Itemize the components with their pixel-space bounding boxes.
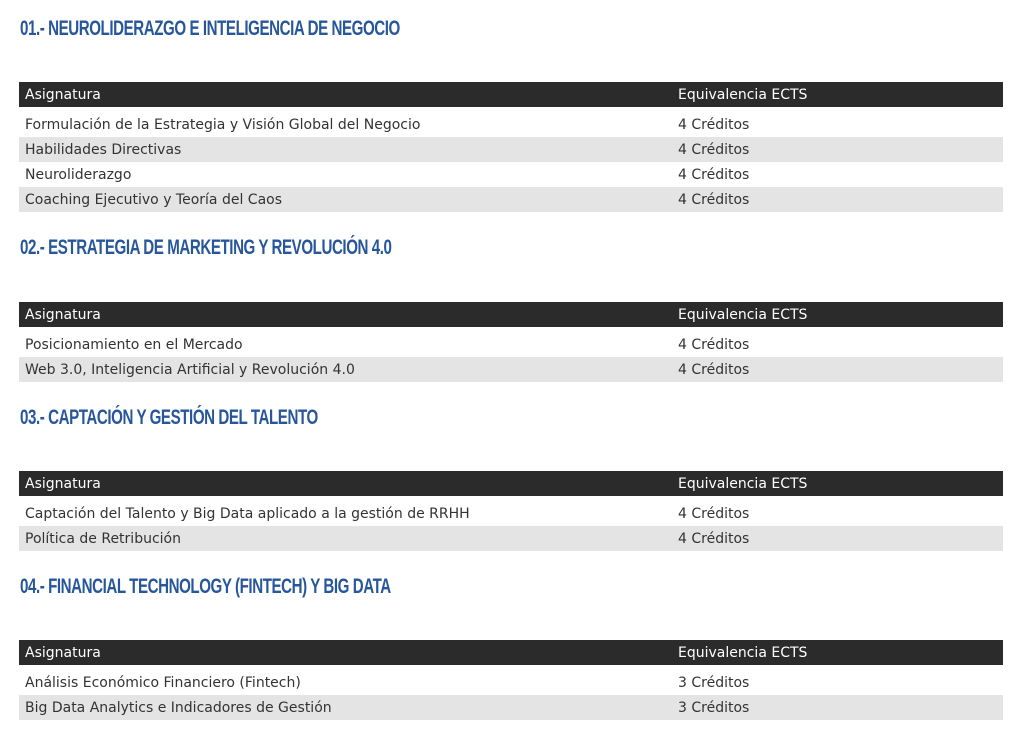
- subject-cell: Neuroliderazgo: [25, 166, 132, 183]
- module-title: 03.- CAPTACIÓN Y GESTIÓN DEL TALENTO: [20, 406, 318, 429]
- header-ects: Equivalencia ECTS: [678, 644, 808, 661]
- header-subject: Asignatura: [25, 644, 101, 661]
- module-title: 01.- NEUROLIDERAZGO E INTELIGENCIA DE NEGOCIO: [20, 17, 400, 40]
- subjects-table: [19, 82, 1003, 212]
- header-subject: Asignatura: [25, 86, 101, 103]
- table-row: [19, 526, 1003, 551]
- ects-cell: 4 Créditos: [678, 141, 750, 158]
- table-header: [19, 82, 1003, 107]
- ects-cell: 4 Créditos: [678, 530, 750, 547]
- table-header: [19, 640, 1003, 665]
- header-subject: Asignatura: [25, 306, 101, 323]
- table-row: [19, 695, 1003, 720]
- ects-cell: 4 Créditos: [678, 505, 750, 522]
- table-row: [19, 357, 1003, 382]
- ects-cell: 3 Créditos: [678, 674, 750, 691]
- ects-cell: 4 Créditos: [678, 361, 750, 378]
- table-header: [19, 471, 1003, 496]
- table-row: [19, 137, 1003, 162]
- subject-cell: Política de Retribución: [25, 530, 181, 547]
- ects-cell: 4 Créditos: [678, 336, 750, 353]
- table-row: [19, 501, 1003, 526]
- subject-cell: Captación del Talento y Big Data aplicado a la gestión de RRHH: [25, 505, 470, 522]
- header-subject: Asignatura: [25, 475, 101, 492]
- subject-cell: Coaching Ejecutivo y Teoría del Caos: [25, 191, 283, 208]
- table-row: [19, 670, 1003, 695]
- subjects-table: [19, 640, 1003, 720]
- ects-cell: 4 Créditos: [678, 116, 750, 133]
- table-row: [19, 187, 1003, 212]
- module-title: 02.- ESTRATEGIA DE MARKETING Y REVOLUCIÓN 4.0: [20, 236, 392, 259]
- subject-cell: Posicionamiento en el Mercado: [25, 336, 243, 353]
- table-row: [19, 162, 1003, 187]
- module-title: 04.- FINANCIAL TECHNOLOGY (FINTECH) Y BIG DATA: [20, 575, 391, 598]
- subject-cell: Análisis Económico Financiero (Fintech): [25, 674, 301, 691]
- header-ects: Equivalencia ECTS: [678, 306, 808, 323]
- ects-cell: 3 Créditos: [678, 699, 750, 716]
- subject-cell: Habilidades Directivas: [25, 141, 182, 158]
- table-row: [19, 112, 1003, 137]
- ects-cell: 4 Créditos: [678, 166, 750, 183]
- header-ects: Equivalencia ECTS: [678, 475, 808, 492]
- subject-cell: Web 3.0, Inteligencia Artificial y Revolución 4.0: [25, 361, 355, 378]
- ects-cell: 4 Créditos: [678, 191, 750, 208]
- table-header: [19, 302, 1003, 327]
- subject-cell: Big Data Analytics e Indicadores de Gestión: [25, 699, 332, 716]
- table-row: [19, 332, 1003, 357]
- subjects-table: [19, 302, 1003, 382]
- subjects-table: [19, 471, 1003, 551]
- header-ects: Equivalencia ECTS: [678, 86, 808, 103]
- subject-cell: Formulación de la Estrategia y Visión Global del Negocio: [25, 116, 421, 133]
